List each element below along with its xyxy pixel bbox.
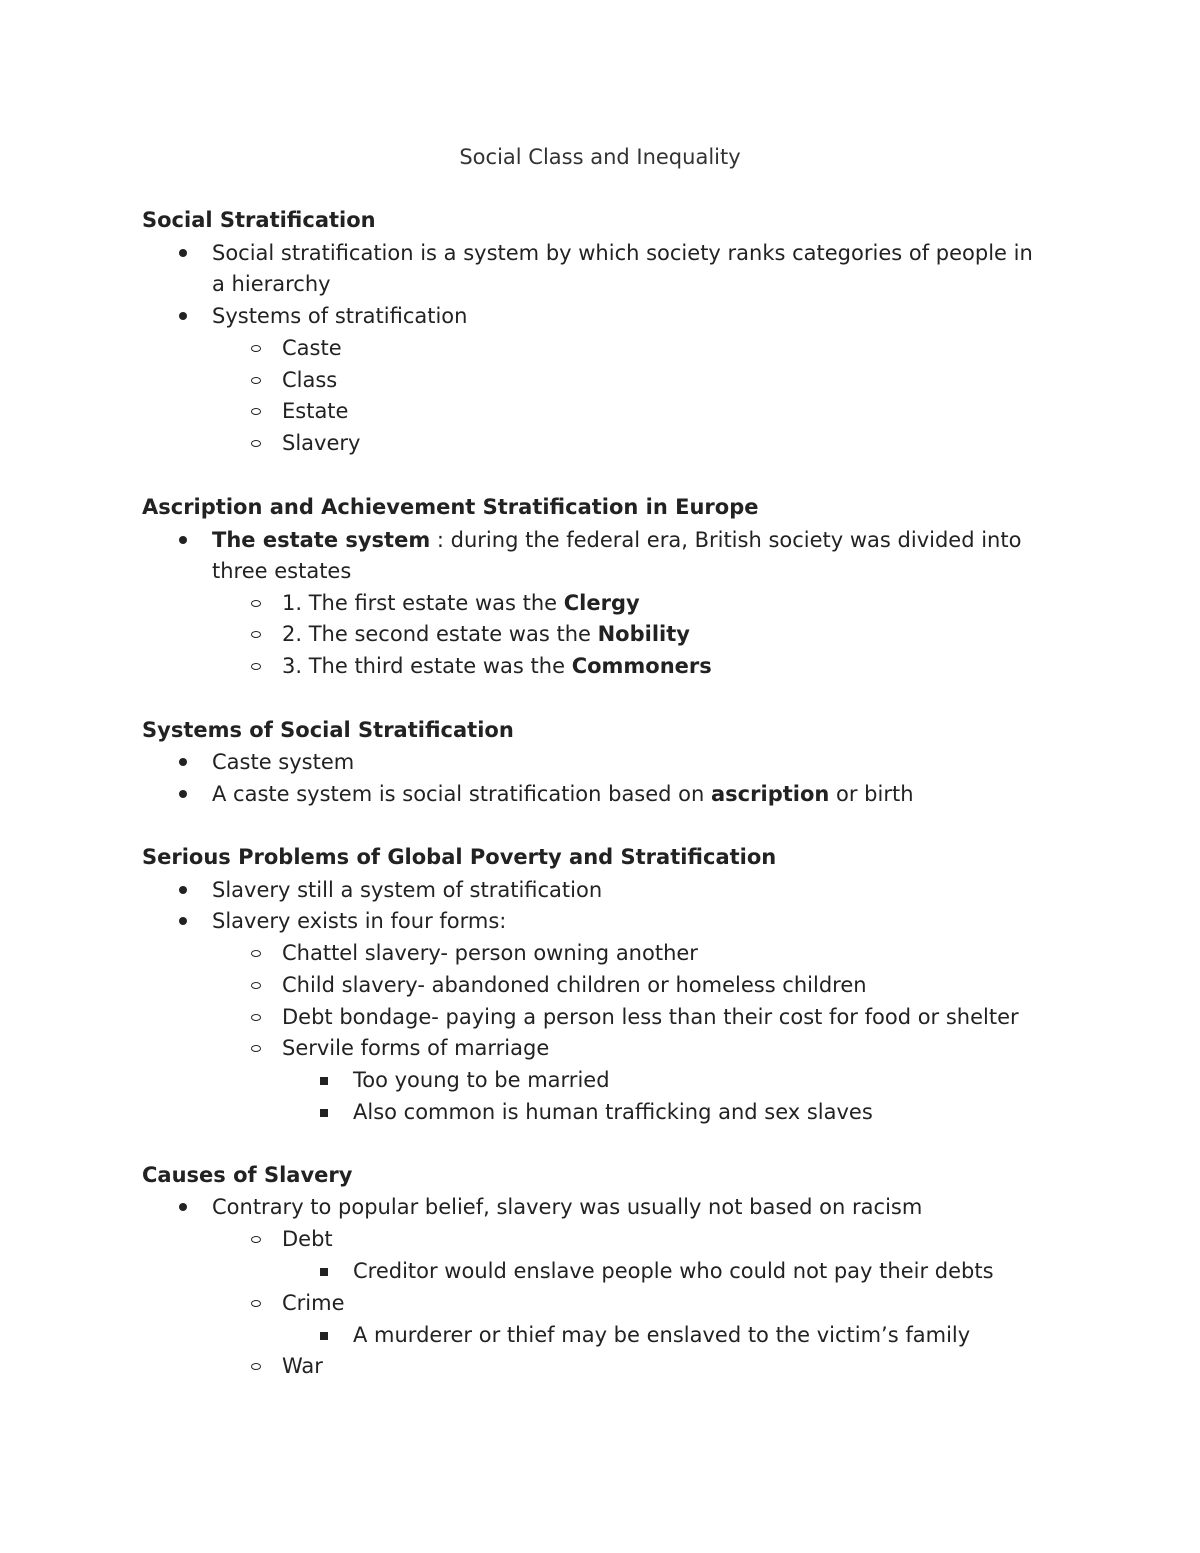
- list-item: Servile forms of marriage: [282, 1034, 549, 1062]
- section-heading-systems-of-social-stratification: Systems of Social Stratification: [142, 718, 514, 742]
- list-item: Caste: [282, 334, 342, 362]
- bullet-disc-icon: [179, 1203, 187, 1211]
- bullet-disc-icon: [179, 790, 187, 798]
- bullet-circle-icon: [251, 345, 261, 352]
- section-heading-ascription-achievement: Ascription and Achievement Stratification in Europe: [142, 495, 759, 519]
- list-item: Class: [282, 366, 337, 394]
- list-item: A caste system is social stratification based on ascription or birth: [212, 780, 914, 808]
- bullet-circle-icon: [251, 1014, 261, 1021]
- bullet-disc-icon: [179, 312, 187, 320]
- list-item-continuation: a hierarchy: [212, 272, 331, 296]
- list-item: Contrary to popular belief, slavery was usually not based on racism: [212, 1193, 922, 1221]
- list-item: 1. The first estate was the Clergy: [282, 589, 640, 617]
- list-item-continuation: three estates: [212, 559, 352, 583]
- bullet-square-icon: [320, 1109, 328, 1117]
- list-item: A murderer or thief may be enslaved to the victim’s family: [353, 1321, 970, 1349]
- section-heading-causes-of-slavery: Causes of Slavery: [142, 1163, 353, 1187]
- bullet-disc-icon: [179, 886, 187, 894]
- bullet-circle-icon: [251, 631, 261, 638]
- list-item: Chattel slavery- person owning another: [282, 939, 698, 967]
- document-title: Social Class and Inequality: [459, 145, 741, 169]
- list-item: Slavery exists in four forms:: [212, 907, 506, 935]
- list-item: Estate: [282, 397, 348, 425]
- list-item: The estate system : during the federal era, British society was divided into: [212, 526, 1021, 554]
- bullet-circle-icon: [251, 950, 261, 957]
- list-item: Social stratification is a system by which society ranks categories of people in: [212, 239, 1033, 267]
- list-item: Debt: [282, 1225, 333, 1253]
- list-item: Slavery: [282, 429, 360, 457]
- list-item: War: [282, 1352, 323, 1380]
- list-item: Creditor would enslave people who could not pay their debts: [353, 1257, 994, 1285]
- section-heading-social-stratification: Social Stratification: [142, 208, 376, 232]
- bullet-disc-icon: [179, 249, 187, 257]
- bullet-disc-icon: [179, 536, 187, 544]
- list-item: Slavery still a system of stratification: [212, 876, 602, 904]
- list-item: Crime: [282, 1289, 345, 1317]
- bullet-disc-icon: [179, 758, 187, 766]
- bullet-circle-icon: [251, 408, 261, 415]
- section-heading-global-poverty: Serious Problems of Global Poverty and Stratification: [142, 845, 777, 869]
- bullet-circle-icon: [251, 1236, 261, 1243]
- list-item: Debt bondage- paying a person less than their cost for food or shelter: [282, 1003, 1019, 1031]
- bullet-square-icon: [320, 1268, 328, 1276]
- bullet-circle-icon: [251, 440, 261, 447]
- list-item: Child slavery- abandoned children or homeless children: [282, 971, 867, 999]
- bullet-disc-icon: [179, 917, 187, 925]
- bullet-circle-icon: [251, 663, 261, 670]
- list-item: 2. The second estate was the Nobility: [282, 620, 690, 648]
- bullet-circle-icon: [251, 1363, 261, 1370]
- bullet-circle-icon: [251, 1045, 261, 1052]
- bullet-circle-icon: [251, 600, 261, 607]
- bullet-circle-icon: [251, 1300, 261, 1307]
- list-item: Caste system: [212, 748, 354, 776]
- list-item: Also common is human trafficking and sex slaves: [353, 1098, 873, 1126]
- bullet-circle-icon: [251, 982, 261, 989]
- list-item: Too young to be married: [353, 1066, 610, 1094]
- bullet-square-icon: [320, 1077, 328, 1085]
- bullet-circle-icon: [251, 377, 261, 384]
- list-item: Systems of stratification: [212, 302, 467, 330]
- list-item: 3. The third estate was the Commoners: [282, 652, 712, 680]
- bullet-square-icon: [320, 1332, 328, 1340]
